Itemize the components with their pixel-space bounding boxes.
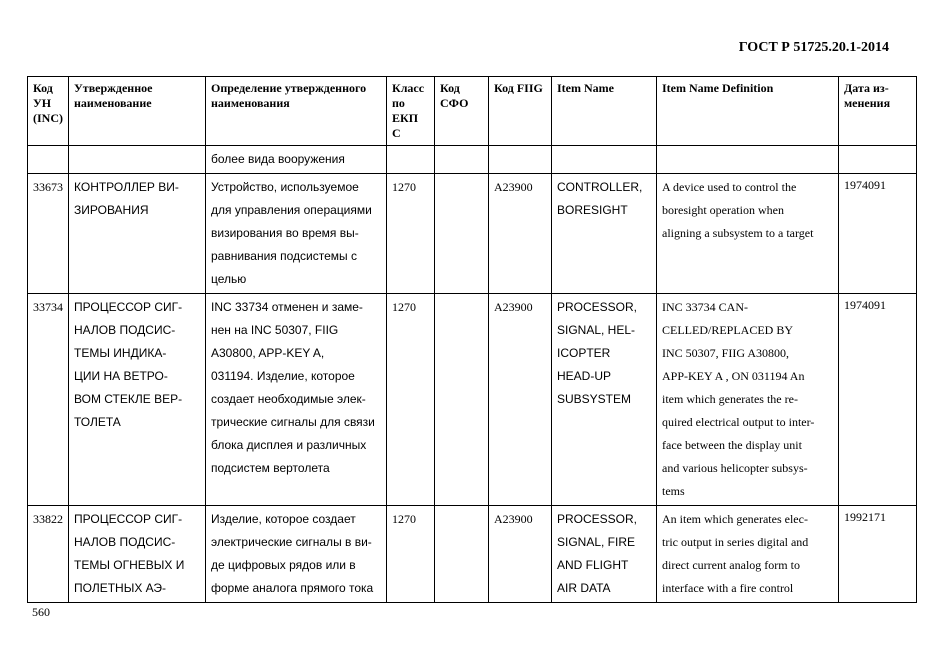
cell-line: равнивания подсистемы с xyxy=(211,249,357,263)
table-row xyxy=(28,506,917,603)
cell-inc: 33822 xyxy=(28,506,69,603)
header-sfo: Код СФО xyxy=(435,77,489,146)
cell-definition xyxy=(206,506,387,603)
cell-fiig: A23900 xyxy=(489,294,552,506)
cell-fiig xyxy=(489,146,552,174)
cell-line: КОНТРОЛЛЕР ВИ- xyxy=(74,180,179,194)
cell-line: PROCESSOR, xyxy=(557,512,638,526)
cell-line: подсистем вертолета xyxy=(211,461,330,475)
cell-line: aligning a subsystem to a target xyxy=(662,226,814,240)
cell-line: item which generates the re- xyxy=(662,392,798,406)
header-fiig: Код FIIG xyxy=(489,77,552,146)
cell-name xyxy=(69,506,206,603)
cell-line: and various helicopter subsys- xyxy=(662,461,808,475)
cell-name xyxy=(69,146,206,174)
cell-sfo xyxy=(435,294,489,506)
cell-line: boresight operation when xyxy=(662,203,784,217)
header-item-name-definition: Item Name Definition xyxy=(657,77,839,146)
header-inc: Код УН (INC) xyxy=(28,77,69,146)
cell-line: ПРОЦЕССОР СИГ- xyxy=(74,512,183,526)
table-row-continuation xyxy=(28,146,917,174)
cell-line: INC 50307, FIIG A30800, xyxy=(662,346,790,360)
cell-line: tric output in series digital and xyxy=(662,535,809,549)
cell-line: трические сигналы для связи xyxy=(211,415,375,429)
cell-line: ВОМ СТЕКЛЕ ВЕР- xyxy=(74,392,183,406)
cell-line: PROCESSOR, xyxy=(557,300,638,314)
cell-inc xyxy=(28,146,69,174)
cell-date: 1974091 xyxy=(839,174,917,294)
cell-item-def xyxy=(657,174,839,294)
cell-line: НАЛОВ ПОДСИС- xyxy=(74,535,176,549)
cell-item-name xyxy=(552,294,657,506)
cell-line: ICOPTER xyxy=(557,346,611,360)
cell-class xyxy=(387,146,435,174)
cell-line: ПРОЦЕССОР СИГ- xyxy=(74,300,183,314)
cell-line: INC 33734 отменен и заме- xyxy=(211,300,363,314)
cell-line: электрические сигналы в ви- xyxy=(211,535,372,549)
page-number: 560 xyxy=(32,605,50,619)
cell-line: визирования во время вы- xyxy=(211,226,359,240)
cell-line: НАЛОВ ПОДСИС- xyxy=(74,323,176,337)
cell-line: форме аналога прямого тока xyxy=(211,581,374,595)
cell-item-name xyxy=(552,174,657,294)
cell-line: face between the display unit xyxy=(662,438,802,452)
table-row xyxy=(28,294,917,506)
cell-item-name xyxy=(552,506,657,603)
nomenclature-table xyxy=(27,76,917,603)
cell-line: ЦИИ НА ВЕТРО- xyxy=(74,369,168,383)
document-header: ГОСТ Р 51725.20.1-2014 xyxy=(738,40,889,55)
cell-line: 031194. Изделие, которое xyxy=(211,369,355,383)
header-item-name: Item Name xyxy=(552,77,657,146)
cell-line: direct current analog form to xyxy=(662,558,800,572)
cell-class: 1270 xyxy=(387,506,435,603)
table-header-row xyxy=(28,77,917,146)
cell-definition xyxy=(206,294,387,506)
cell-name xyxy=(69,174,206,294)
cell-line: блока дисплея и различных xyxy=(211,438,367,452)
cell-line: BORESIGHT xyxy=(557,203,628,217)
cell-line: An item which generates elec- xyxy=(662,512,808,526)
cell-line: ТЕМЫ ОГНЕВЫХ И xyxy=(74,558,185,572)
cell-line: INC 33734 CAN- xyxy=(662,300,748,314)
cell-line: создает необходимые элек- xyxy=(211,392,366,406)
cell-line: APP-KEY A , ON 031194 An xyxy=(662,369,805,383)
cell-date: 1992171 xyxy=(839,506,917,603)
cell-line: A30800, APP-KEY A, xyxy=(211,346,325,360)
cell-item-def xyxy=(657,506,839,603)
header-approved-name: Утвержденное наименование xyxy=(69,77,206,146)
cell-line: CELLED/REPLACED BY xyxy=(662,323,793,337)
cell-item-def xyxy=(657,294,839,506)
header-class: Класс по ЕКП С xyxy=(387,77,435,146)
cell-line: SIGNAL, HEL- xyxy=(557,323,636,337)
cell-line: tems xyxy=(662,484,685,498)
cell-line: ТОЛЕТА xyxy=(74,415,121,429)
cell-sfo xyxy=(435,146,489,174)
cell-line: ЗИРОВАНИЯ xyxy=(74,203,149,217)
cell-line: SIGNAL, FIRE xyxy=(557,535,636,549)
cell-date: 1974091 xyxy=(839,294,917,506)
cell-line: целью xyxy=(211,272,247,286)
cell-line: ПОЛЕТНЫХ АЭ- xyxy=(74,581,167,595)
cell-line: де цифровых рядов или в xyxy=(211,558,356,572)
cell-line: SUBSYSTEM xyxy=(557,392,632,406)
cell-line: AND FLIGHT xyxy=(557,558,629,572)
header-change-date: Дата из-менения xyxy=(839,77,917,146)
cell-line: AIR DATA xyxy=(557,581,611,595)
cell-line: CONTROLLER, xyxy=(557,180,643,194)
cell-line: Изделие, которое создает xyxy=(211,512,356,526)
cell-item-name xyxy=(552,146,657,174)
cell-inc: 33734 xyxy=(28,294,69,506)
cell-date xyxy=(839,146,917,174)
header-definition: Определение утвержденного наименования xyxy=(206,77,387,146)
cell-class: 1270 xyxy=(387,174,435,294)
cell-line: Устройство, используемое xyxy=(211,180,359,194)
cell-definition: более вида вооружения xyxy=(206,146,387,174)
cell-line: HEAD-UP xyxy=(557,369,612,383)
cell-item-def xyxy=(657,146,839,174)
table-row xyxy=(28,174,917,294)
cell-line: ТЕМЫ ИНДИКА- xyxy=(74,346,167,360)
cell-fiig: A23900 xyxy=(489,174,552,294)
cell-name xyxy=(69,294,206,506)
cell-sfo xyxy=(435,174,489,294)
cell-line: interface with a fire control xyxy=(662,581,794,595)
cell-line: нен на INC 50307, FIIG xyxy=(211,323,339,337)
cell-line: quired electrical output to inter- xyxy=(662,415,815,429)
cell-line: для управления операциями xyxy=(211,203,372,217)
cell-class: 1270 xyxy=(387,294,435,506)
cell-inc: 33673 xyxy=(28,174,69,294)
cell-definition xyxy=(206,174,387,294)
cell-fiig: A23900 xyxy=(489,506,552,603)
cell-line: A device used to control the xyxy=(662,180,797,194)
cell-sfo xyxy=(435,506,489,603)
